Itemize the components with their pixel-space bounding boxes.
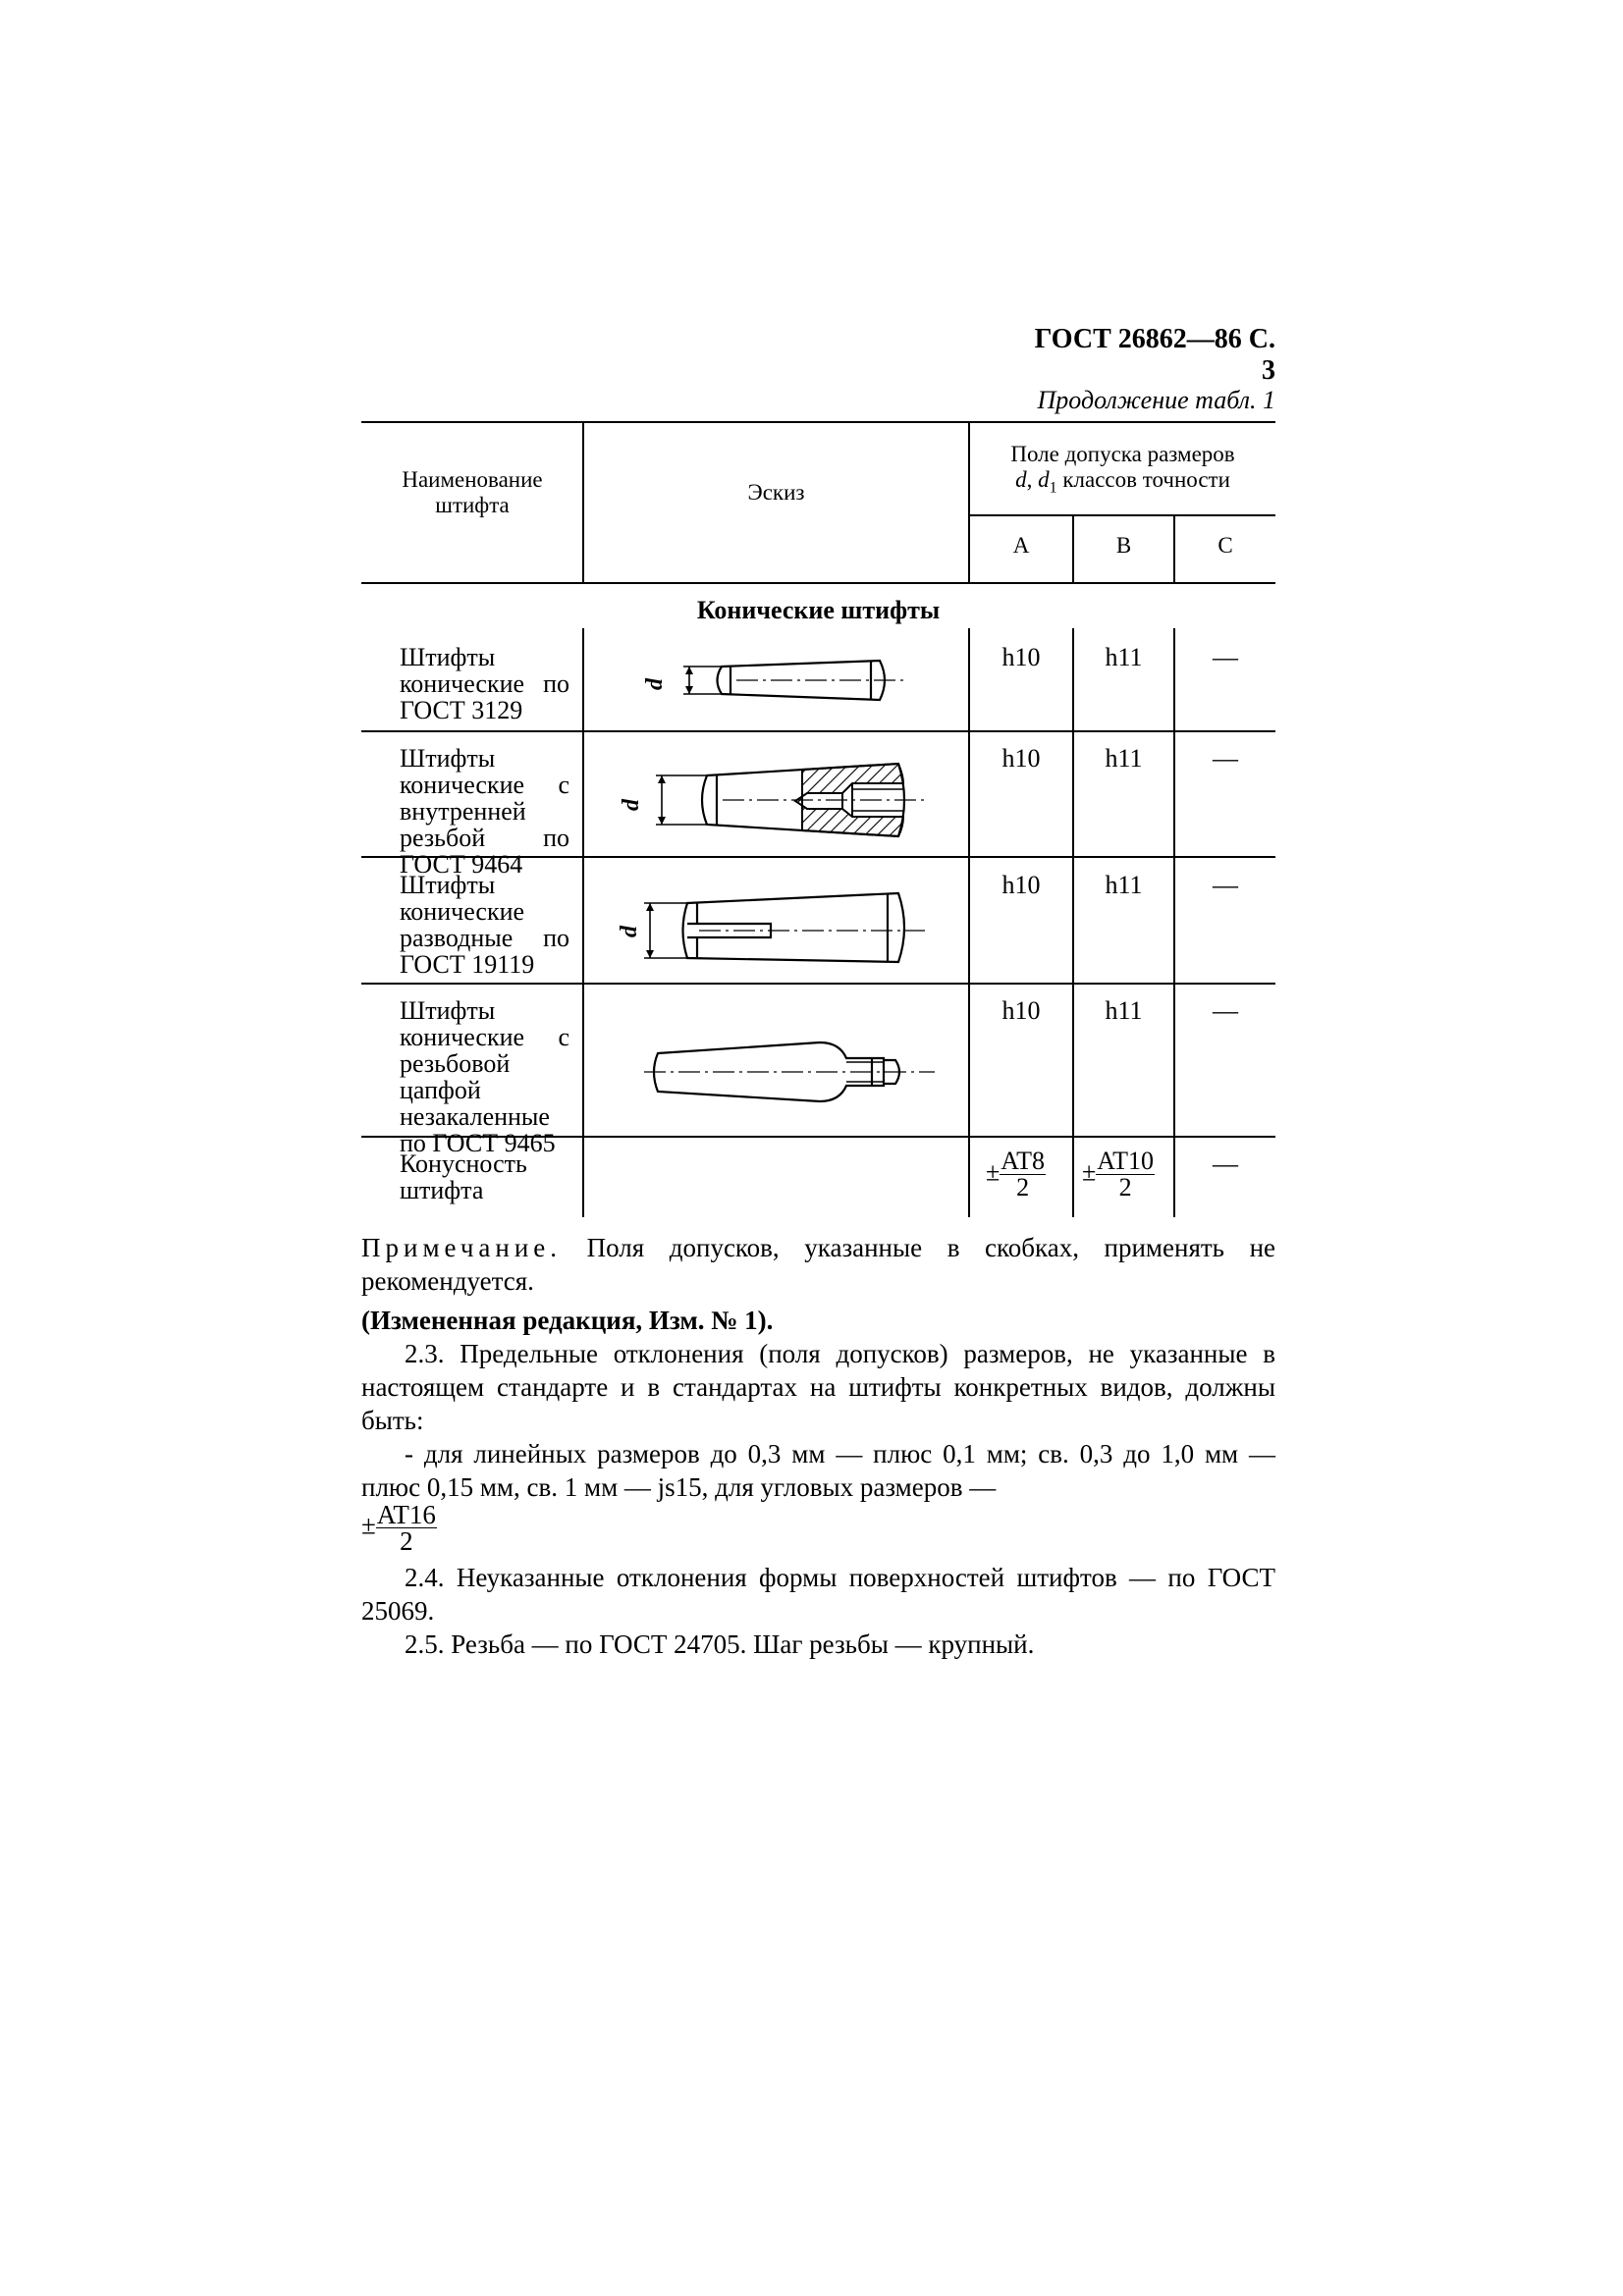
- section-title: Конические штифты: [696, 596, 941, 624]
- header-class-c: C: [1217, 533, 1233, 558]
- row-3-class-b: h11: [1105, 871, 1143, 899]
- paragraph-2-3-angular: ± $\frac{AT16}{2}$: [361, 1500, 436, 1556]
- row-4-name: Штифты конические с резьбовой цапфой незакаленные по ГОСТ 9465: [400, 996, 569, 1157]
- row-4-class-b: h11: [1105, 996, 1143, 1025]
- paragraph-2-3-list: - для линейных размеров до 0,3 мм — плюс 0,1 мм; св. 0,3 до 1,0 мм — плюс 0,15 мм, св. 1 мм — js15, для угловых размеров —: [361, 1439, 1275, 1502]
- row-3-name: Штифты конические разводные по ГОСТ 19119: [400, 871, 569, 979]
- row-3-class-a: h10: [1001, 871, 1041, 899]
- row-4-class-a: h10: [1001, 996, 1041, 1025]
- row-2-class-c: —: [1213, 744, 1238, 773]
- header-name: Наименование штифта: [402, 467, 543, 517]
- page-header: ГОСТ 26862—86 С. 3: [1034, 324, 1275, 386]
- header-class-a: A: [1012, 533, 1030, 558]
- sketch-split-pin: [617, 877, 933, 985]
- row-1-class-a: h10: [1001, 643, 1041, 671]
- paragraph-2-4: 2.4. Неуказанные отклонения формы поверхностей штифтов — по ГОСТ 25069.: [361, 1563, 1275, 1626]
- header-sketch: Эскиз: [747, 480, 805, 505]
- row-3-class-c: —: [1213, 871, 1238, 899]
- sketch-1-dim-label: d: [642, 678, 668, 690]
- row-1-class-b: h11: [1105, 643, 1143, 671]
- sketch-3-dim-label: d: [617, 926, 642, 937]
- row-1-class-c: —: [1213, 643, 1238, 671]
- paragraph-2-3: 2.3. Предельные отклонения (поля допусков) размеров, не указанные в настоящем стандарте и в стандартах на штифты конкретных видов, должны быть:: [361, 1339, 1275, 1435]
- sketch-internal-thread-pin: [619, 746, 933, 854]
- row-2-class-b: h11: [1105, 744, 1143, 773]
- row-2-class-a: h10: [1001, 744, 1041, 773]
- header-class-b: B: [1115, 533, 1132, 558]
- table-note: Примечание. Поля допусков, указанные в скобках, применять не рекомендуется.: [361, 1233, 1275, 1296]
- sketch-taper-pin: [642, 641, 913, 720]
- taper-row-name: Конусность штифта: [400, 1149, 527, 1204]
- row-4-class-c: —: [1213, 996, 1238, 1025]
- table-continuation-label: Продолжение табл. 1: [1037, 386, 1275, 414]
- amendment-note: (Измененная редакция, Изм. № 1).: [361, 1306, 774, 1335]
- taper-class-a: ± $\frac{AT8}{2}$: [986, 1147, 1046, 1201]
- paragraph-2-5: 2.5. Резьба — по ГОСТ 24705. Шаг резьбы — крупный.: [405, 1629, 1035, 1659]
- row-2-name: Штифты конические с внутренней резьбой по ГОСТ 9464: [400, 744, 569, 879]
- sketch-threaded-stud-pin: [638, 1017, 943, 1125]
- header-tolerance: Поле допуска размеров d, $d_1$ классов точности: [1010, 442, 1235, 497]
- taper-class-c: —: [1213, 1149, 1238, 1178]
- sketch-2-dim-label: d: [619, 799, 644, 811]
- taper-class-b: ± $\frac{AT10}{2}$: [1082, 1147, 1155, 1201]
- row-1-name: Штифты конические по ГОСТ 3129: [400, 643, 569, 724]
